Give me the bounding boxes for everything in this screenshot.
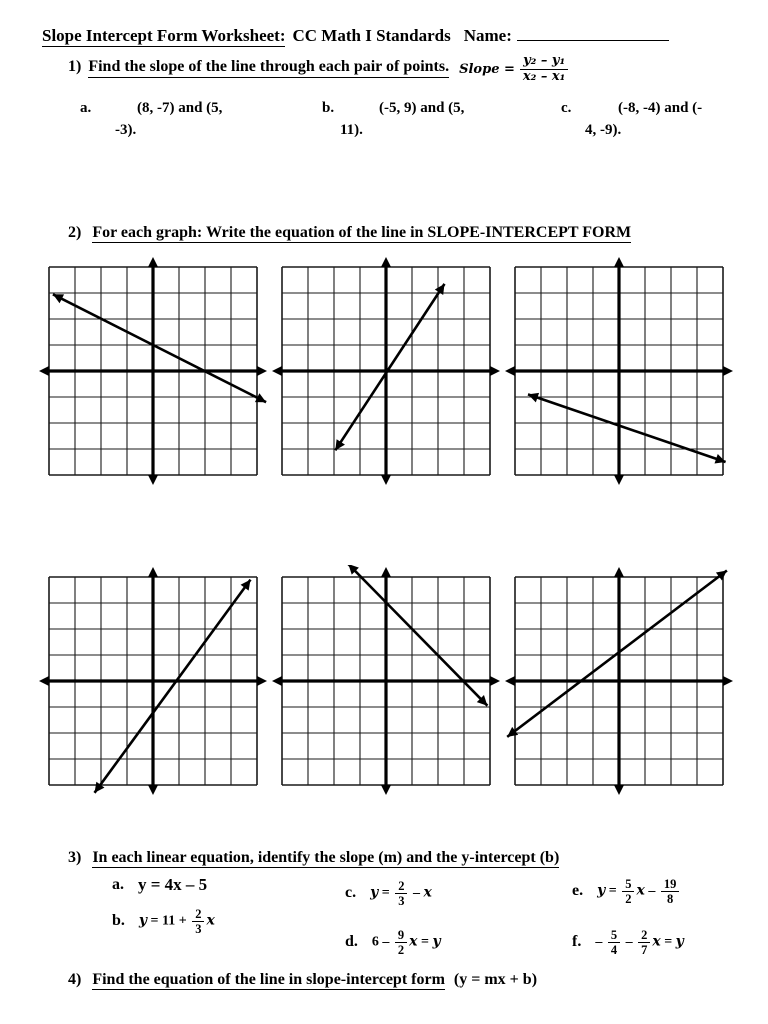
graph-6-svg [503,565,735,797]
q1-number: 1) [68,58,82,75]
question-2-heading [68,224,768,242]
graph-2-svg [270,255,502,487]
equation: 6 – $\frac{9}{2}$ x = y [371,927,441,957]
q3-number: 3) [68,848,82,866]
point-pair-b [322,98,561,142]
item-label: c. [345,884,357,901]
graph-4 [37,565,269,797]
point-pair-line2: 4, -9). [585,121,622,138]
fraction: $\frac{19}{8}$ [661,877,680,906]
point-pair-line2: 11). [340,121,363,138]
graph-5 [270,565,502,797]
q1-point-pairs [80,98,768,142]
graph-4-svg [37,565,269,797]
equation: y = $\frac{5}{2}$ x – $\frac{19}{8}$ [597,877,681,906]
equation-item-c [345,879,572,908]
fraction: $\frac{2}{7}$ [638,928,650,957]
q3-prompt: In each linear equation, identify the slope (m) and the y-intercept (b) [92,848,560,866]
graph-3 [503,255,735,487]
equation-item-f [572,928,762,957]
equation-item-e [572,877,762,906]
part-label: c. [561,100,572,116]
item-label: e. [572,882,584,899]
graph-5-svg [270,565,502,797]
graphs-row-2 [37,565,735,797]
fraction: $\frac{2}{3}$ [192,907,204,936]
fraction: $\frac{2}{3}$ [395,879,407,908]
graph-6 [503,565,735,797]
q4-number: 4) [68,970,82,988]
q2-prompt: For each graph: Write the equation of the line in SLOPE-INTERCEPT FORM [92,223,632,241]
item-label: f. [572,933,582,950]
question-3-heading [68,849,768,867]
point-pair-c [561,98,761,142]
name-blank-line [517,26,669,41]
point-pair-line2: -3). [115,121,137,138]
part-label: a. [80,100,92,116]
point-pair-a [80,98,322,142]
worksheet-header [0,0,768,46]
fraction: $\frac{5}{2}$ [622,877,634,906]
item-label: b. [112,912,125,929]
question-4-heading [68,971,768,989]
page-subtitle: CC Math I Standards [292,26,451,45]
equation: y = 4x – 5 [138,874,208,894]
page-title: Slope Intercept Form Worksheet: [42,26,286,45]
slope-formula-fraction [520,54,568,84]
q3-column-2 [345,875,572,957]
graphs-row-1 [37,255,735,487]
item-label: d. [345,933,358,950]
fraction: $\frac{9}{2}$ [395,928,407,957]
graph-3-svg [503,255,735,487]
equation: – $\frac{5}{4}$ – $\frac{2}{7}$ x = y [595,927,684,957]
equation-item-d [345,928,572,957]
slope-formula-numerator: y₂ – y₁ [520,54,568,70]
q3-column-3 [572,875,762,957]
part-label: b. [322,100,335,116]
q1-prompt: Find the slope of the line through each pair of points. [88,58,449,78]
q3-column-1 [112,875,345,957]
q3-equations [112,875,768,957]
equation-item-b [112,907,345,936]
equation: y = $\frac{2}{3}$ – x [370,878,432,908]
point-pair-line1: (-8, -4) and (- [618,100,703,116]
graph-1 [37,255,269,487]
q2-number: 2) [68,223,82,241]
fraction: $\frac{5}{4}$ [608,928,620,957]
slope-formula [459,54,568,84]
question-1-heading [68,53,768,98]
point-pair-line1: (8, -7) and (5, [137,100,223,116]
point-pair-line1: (-5, 9) and (5, [379,100,465,116]
slope-formula-lhs: Slope = [459,61,515,77]
name-label: Name: [463,26,512,45]
item-label: a. [112,875,124,893]
q4-prompt-rest: (y = mx + b) [453,970,538,988]
graph-1-svg [37,255,269,487]
equation: y = 11 + $\frac{2}{3}$ x [138,906,215,936]
equation-item-a [112,875,345,895]
graph-2 [270,255,502,487]
q4-prompt: Find the equation of the line in slope-intercept form [92,970,445,988]
slope-formula-denominator: x₂ – x₁ [522,68,566,84]
